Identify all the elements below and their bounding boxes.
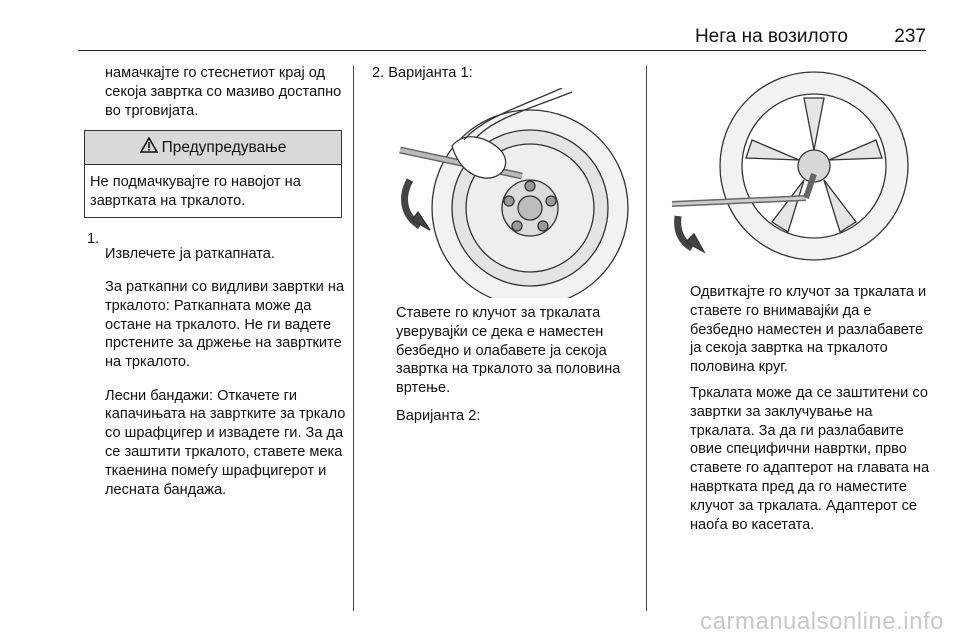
page-header [78,24,926,51]
step-2-label: 2. Варијанта 1: [372,65,473,81]
variant-2-label: Варијанта 2: [396,407,481,424]
step-1 [87,230,347,514]
page-title: Нега на возилото [694,26,848,47]
wheel-wrench-illustration-variant-2 [664,66,928,284]
intro-paragraph: намачкајте го стеснетиот крај од секоја завртка со мазиво достапно во трговијата. [105,65,342,119]
step-2-heading [372,64,637,83]
variant-1-text: Ставете го клучот за тркалата уверувајќи се дека е наместен безбедно и олабавете ја секоја завртка на тркалото за половина вртење. [396,305,621,397]
warning-body: Не подмачкувајте го навојот на завртката на тркалото. [90,174,301,209]
column-divider-2 [646,66,647,611]
variant-2-paragraph-2: Тркалата може да се заштитени со завртки за заклучување на тркалата. За да ги разлабавите овие специфични навртки, прво ставете го адаптерот на главата на навртката пред да го наместите клучот за тркалата. Адаптерот се наоѓа во касетата. [690,384,930,533]
variant-1-instructions [396,304,638,435]
warning-triangle-icon [140,137,158,158]
warning-heading [85,131,341,165]
warning-heading-text: Предупредување [161,138,287,156]
wheel-wrench-illustration-variant-1 [372,88,636,298]
step-1-text: Извлечете ја раткапната. [105,245,275,262]
variant-2-instructions [690,283,930,541]
page-number: 237 [894,26,926,47]
variant-2-paragraph-1: Одвиткајте го клучот за тркалата и ставете го внимавајќи да е безбедно наместен и разлабавете ја секоја завртка на тркалото половина круг. [690,284,927,376]
intro-text [87,64,342,120]
warning-box [84,130,342,218]
step-1-paragraph-1: За раткапни со видливи завртки на тркалото: Раткапната може да остане на тркалото. Не ги вадете прстените за држење на завртките на тркалото. [105,278,345,371]
column-divider-1 [353,66,354,611]
watermark: carmanualsonline.info [700,608,944,635]
step-1-paragraph-2: Лесни бандажи: Откачете ги капачињата на завртките за тркало со шрафцигер и извадете ги. За да се заштити тркалото, ставете мека ткаенина помеѓу шрафцигерот и лесната бандажа. [105,387,346,498]
step-1-number: 1. [87,231,100,247]
